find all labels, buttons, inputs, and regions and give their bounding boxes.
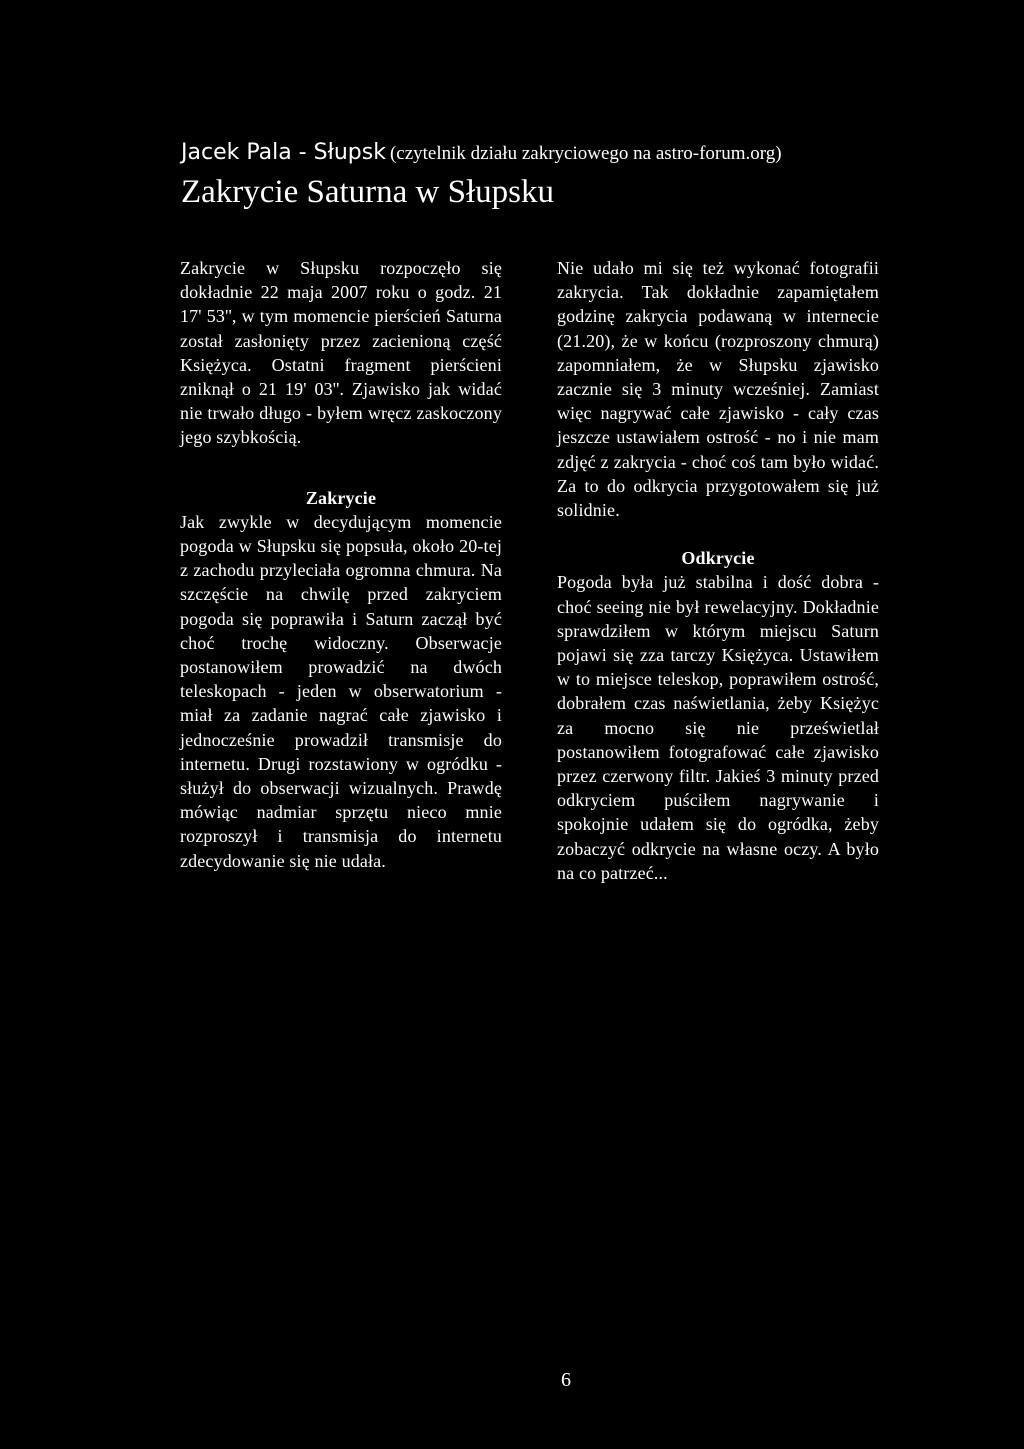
photo-paragraph: Nie udało mi się też wykonać fotografii zakrycia. Tak dokładnie zapamiętałem godzinę zakrycia podawaną w internecie (21.20), że w końcu (rozproszony chmurą) zapomniałem, że w Słupsku zjawisko zacznie się 3 minuty wcześniej. Zamiast więc nagrywać całe zjawisko - cały czas jeszcze ustawiałem ostrość - no i nie mam zdjęć z zakrycia - choć coś tam było widać. Za to do odkrycia przygotowałem się już solidnie.: [557, 258, 879, 521]
page-number: 6: [561, 1369, 571, 1391]
author-line: [181, 137, 881, 171]
section-heading-zakrycie: Zakrycie: [305, 487, 377, 508]
right-column: [557, 256, 879, 885]
author-note: (czytelnik działu zakryciowego na astro-forum.org): [389, 143, 782, 164]
article-header: [181, 137, 881, 213]
intro-paragraph: Zakrycie w Słupsku rozpoczęło się dokładnie 22 maja 2007 roku o godz. 21 17' 53'', w tym momencie pierścień Saturna został zasłonięty przez zacienioną część Księżyca. Ostatni fragment pierścieni zniknął o 21 19' 03''. Zjawisko jak widać nie trwało długo - byłem wręcz zaskoczony jego szybkością.: [180, 258, 502, 448]
spacer: [180, 474, 502, 486]
odkrycie-paragraph: Pogoda była już stabilna i dość dobra - choć seeing nie był rewelacyjny. Dokładnie sprawdziłem w którym miejscu Saturn pojawi się zza tarczy Księżyca. Ustawiłem w to miejsce teleskop, poprawiłem ostrość, dobrałem czas naświetlania, żeby Księżyc za mocno się nie prześwietlał postanowiłem fotografować całe zjawisko przez czerwony filtr. Jakieś 3 minuty przed odkryciem puściłem nagrywanie i spokojnie udałem się do ogródka, żeby zobaczyć odkrycie na własne oczy. A było na co patrzeć...: [557, 572, 879, 883]
author-name: Jacek Pala - Słupsk: [181, 140, 386, 165]
section-heading-odkrycie: Odkrycie: [681, 548, 755, 569]
spacer: [180, 450, 502, 474]
article-title: Zakrycie Saturna w Słupsku: [181, 174, 555, 210]
zakrycie-paragraph: Jak zwykle w decydującym momencie pogoda w Słupsku się popsuła, około 20-tej z zachodu przyleciała ogromna chmura. Na szczęście na chwilę przed zakryciem pogoda się poprawiła i Saturn zaczął być choć trochę widoczny. Obserwacje postanowiłem prowadzić na dwóch teleskopach - jeden w obserwatorium - miał za zadanie nagrać całe zjawisko i jednocześnie prowadził transmisje do internetu. Drugi rozstawiony w ogródku - służył do obserwacji wizualnych. Prawdę mówiąc nadmiar sprzętu nieco mnie rozproszył i transmisja do internetu zdecydowanie się nie udała.: [180, 511, 502, 871]
spacer: [557, 522, 879, 546]
left-column: [180, 256, 502, 873]
